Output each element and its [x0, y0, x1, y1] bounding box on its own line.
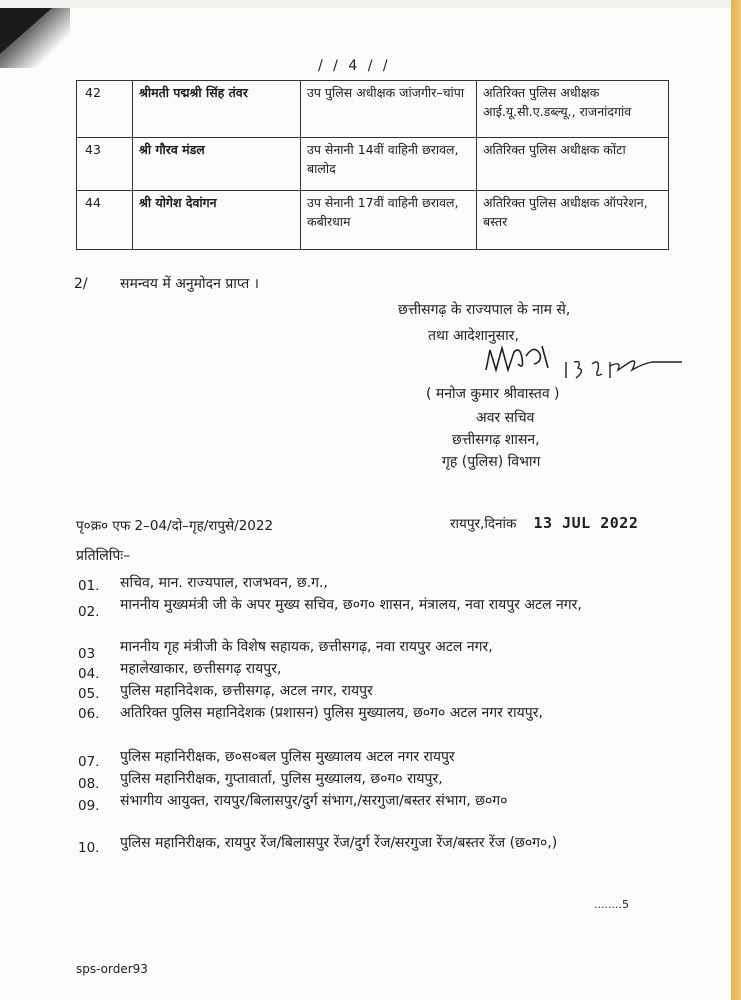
copy-list — [78, 572, 638, 876]
item-number: 03 — [78, 646, 96, 662]
item-number: 09. — [78, 798, 100, 814]
table-row — [77, 138, 669, 191]
item-text: पुलिस महानिदेशक, छत्तीसगढ़, अटल नगर, रायपुर — [120, 683, 373, 699]
item-number: 07. — [78, 754, 100, 770]
list-item — [78, 682, 638, 704]
item-number: 08. — [78, 776, 100, 792]
list-item — [78, 834, 638, 876]
footer-filename: sps-order93 — [76, 962, 148, 976]
item-number: 10. — [78, 840, 100, 856]
date-stamp: 13 JUL 2022 — [533, 514, 639, 532]
serial-number: 43 — [77, 138, 133, 191]
continued-marker: ........5 — [594, 898, 629, 911]
signatory-designation: अवर सचिव — [476, 410, 535, 426]
folded-corner — [0, 8, 52, 54]
date-line — [450, 514, 638, 532]
reference-number: पृ०क्र० एफ 2–04/दो–गृह/रापुसे/2022 — [76, 518, 274, 534]
new-posting: अतिरिक्त पुलिस अधीक्षक कोंटा — [477, 138, 669, 191]
approval-number: 2/ — [74, 276, 88, 292]
serial-number: 44 — [77, 191, 133, 250]
current-posting: उप पुलिस अधीक्षक जांजगीर–चांपा — [301, 81, 477, 138]
page-edge — [731, 0, 741, 1000]
order-line: तथा आदेशानुसार, — [428, 328, 519, 344]
signatory-name: ( मनोज कुमार श्रीवास्तव ) — [426, 386, 560, 402]
item-number: 04. — [78, 666, 100, 682]
approval-note — [74, 274, 259, 293]
list-item — [78, 792, 638, 834]
list-item — [78, 660, 638, 682]
signatory-office: छत्तीसगढ़ शासन, — [452, 432, 540, 448]
officer-table — [76, 80, 669, 250]
list-item — [78, 704, 638, 748]
officer-name: श्रीमती पद्मश्री सिंह तंवर — [133, 81, 301, 138]
item-text: महालेखाकार, छत्तीसगढ़ रायपुर, — [120, 661, 282, 677]
handwritten-signature — [482, 340, 692, 384]
current-posting: उप सेनानी 17वीं वाहिनी छरावल, कबीरधाम — [301, 191, 477, 250]
list-item — [78, 770, 638, 792]
date-label: रायपुर,दिनांक — [450, 516, 517, 532]
officer-name: श्री गौरव मंडल — [133, 138, 301, 191]
current-posting: उप सेनानी 14वीं वाहिनी छरावल, बालोद — [301, 138, 477, 191]
signatory-department: गृह (पुलिस) विभाग — [442, 454, 541, 470]
item-number: 05. — [78, 686, 100, 702]
item-text: पुलिस महानिरीक्षक, गुप्तावार्ता, पुलिस मुख्यालय, छ०ग० रायपुर, — [120, 771, 443, 787]
list-item — [78, 572, 638, 596]
item-text: पुलिस महानिरीक्षक, रायपुर रेंज/बिलासपुर रेंज/दुर्ग रेंज/सरगुजा रेंज/बस्तर रेंज (छ०ग०,) — [120, 835, 558, 851]
item-text: माननीय गृह मंत्रीजी के विशेष सहायक, छत्तीसगढ़, नवा रायपुर अटल नगर, — [120, 639, 493, 655]
item-number: 06. — [78, 706, 100, 722]
list-item — [78, 596, 638, 638]
copy-title: प्रतिलिपिः– — [76, 548, 131, 564]
table-row — [77, 191, 669, 250]
officer-name: श्री योगेश देवांगन — [133, 191, 301, 250]
governor-line: छत्तीसगढ़ के राज्यपाल के नाम से, — [398, 302, 571, 318]
new-posting: अतिरिक्त पुलिस अधीक्षक ऑपरेशन, बस्तर — [477, 191, 669, 250]
item-text: संभागीय आयुक्त, रायपुर/बिलासपुर/दुर्ग संभाग,/सरगुजा/बस्तर संभाग, छ०ग० — [120, 793, 508, 809]
page-number: / / 4 / / — [318, 58, 391, 74]
item-number: 01. — [78, 578, 100, 594]
list-item — [78, 748, 638, 770]
item-text: अतिरिक्त पुलिस महानिदेशक (प्रशासन) पुलिस मुख्यालय, छ०ग० अटल नगर रायपुर, — [120, 705, 543, 721]
table-row — [77, 81, 669, 138]
list-item — [78, 638, 638, 660]
item-text: माननीय मुख्यमंत्री जी के अपर मुख्य सचिव, छ०ग० शासन, मंत्रालय, नवा रायपुर अटल नगर, — [120, 597, 582, 613]
approval-text: समन्वय में अनुमोदन प्राप्त । — [120, 276, 259, 292]
serial-number: 42 — [77, 81, 133, 138]
item-text: पुलिस महानिरीक्षक, छ०स०बल पुलिस मुख्यालय अटल नगर रायपुर — [120, 749, 455, 765]
item-text: सचिव, मान. राज्यपाल, राजभवन, छ.ग., — [120, 575, 328, 591]
item-number: 02. — [78, 604, 100, 620]
new-posting: अतिरिक्त पुलिस अधीक्षक आई.यू.सी.ए.डब्ल्यू., राजनांदगांव — [477, 81, 669, 138]
